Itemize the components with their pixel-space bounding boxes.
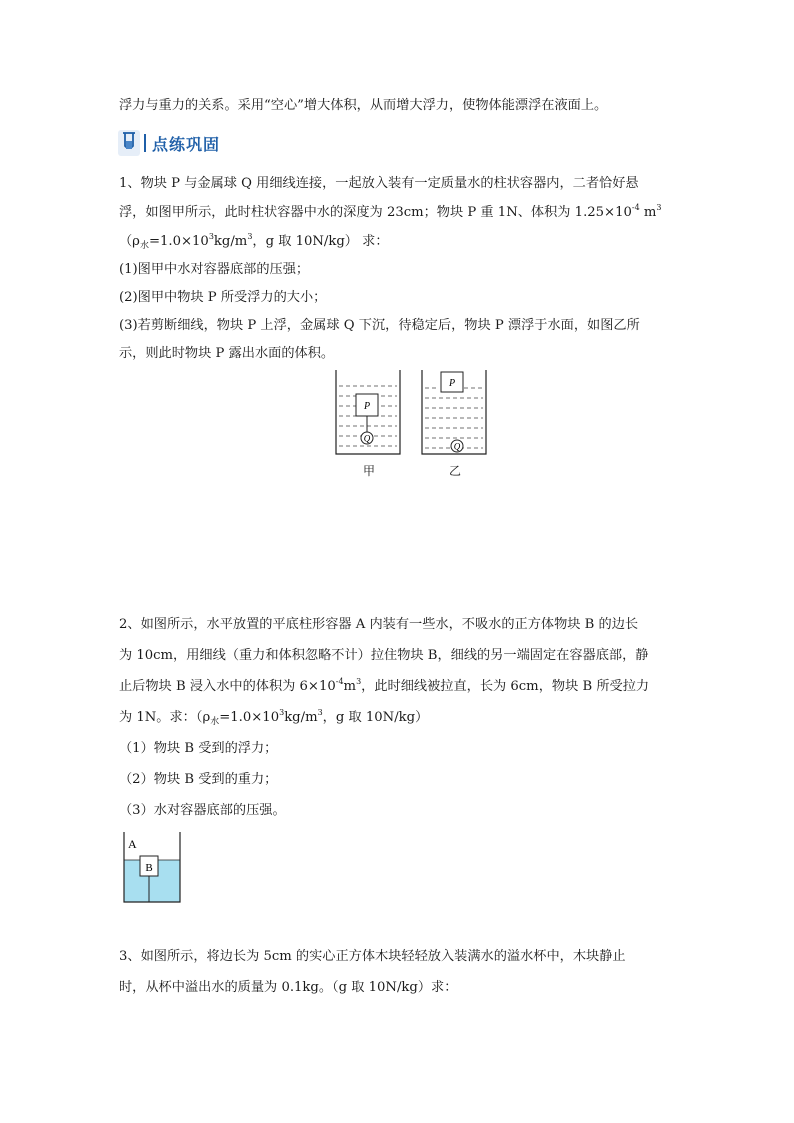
svg-text:Q: Q [453, 441, 461, 452]
q2-line-4: 为 1N。求：（$\rho_水=1.0\times 10^3kg/m^3$，g 取 10N/kg） [119, 708, 429, 727]
svg-text:B: B [145, 862, 153, 874]
svg-text:Q: Q [363, 433, 371, 444]
q1-line-1: 1、物块 P 与金属球 Q 用细线连接，一起放入装有一定质量水的柱状容器内，二者恰好悬 [119, 176, 639, 191]
svg-text:A: A [128, 837, 137, 851]
q2-line-1: 2、如图所示，水平放置的平底柱形容器 A 内装有一些水，不吸水的正方体物块 B 的边长 [119, 617, 639, 632]
q3-line-1: 3、如图所示，将边长为 5cm 的实心正方体木块轻轻放入装满水的溢水杯中，木块静止 [119, 949, 626, 964]
container-yi [422, 370, 486, 454]
q1-item-3a: (3)若剪断细线，物块 P 上浮，金属球 Q 下沉，待稳定后，物块 P 漂浮于水面，如图乙所 [119, 318, 640, 333]
fig-label-jia: 甲 [363, 464, 376, 478]
q2-item-1: （1）物块 B 受到的浮力； [119, 741, 278, 756]
q1-item-2: (2)图甲中物块 P 所受浮力的大小； [119, 290, 327, 305]
fig-label-yi: 乙 [449, 464, 462, 478]
intro-line: 浮力与重力的关系。采用“空心”增大体积，从而增大浮力，使物体能漂浮在液面上。 [119, 98, 608, 113]
q3-line-2: 时，从杯中溢出水的质量为 0.1kg。（g 取 10N/kg）求： [119, 980, 458, 995]
q1-line-2: 浮，如图甲所示，此时柱状容器中水的深度为 23cm；物块 P 重 1N、体积为 $1.25\times 10^{-4}$ $m^3$ [119, 203, 662, 220]
section-divider [144, 134, 146, 152]
beaker-icon [118, 130, 140, 156]
section-header [118, 129, 220, 157]
q2-item-3: （3）水对容器底部的压强。 [119, 803, 286, 818]
q2-figure [118, 830, 188, 906]
svg-text:P: P [448, 378, 456, 389]
q2-item-2: （2）物块 B 受到的重力； [119, 772, 278, 787]
q1-item-1: (1)图甲中水对容器底部的压强； [119, 262, 310, 277]
container-jia [336, 370, 400, 454]
q1-figure [330, 366, 495, 466]
svg-text:P: P [363, 401, 371, 412]
q2-line-2: 为 10cm，用细线（重力和体积忽略不计）拉住物块 B，细线的另一端固定在容器底部，静 [119, 648, 649, 663]
q1-item-3b: 示，则此时物块 P 露出水面的体积。 [119, 346, 335, 361]
q2-line-3: 止后物块 B 浸入水中的体积为 $6\times 10^{-4}m^3$，此时细线被拉直，长为 6cm，物块 B 所受拉力 [119, 677, 650, 694]
q1-line-3: （$\rho_水=1.0\times 10^3kg/m^3$，g 取 10N/kg） 求： [119, 232, 389, 251]
section-title: 点练巩固 [152, 134, 221, 154]
